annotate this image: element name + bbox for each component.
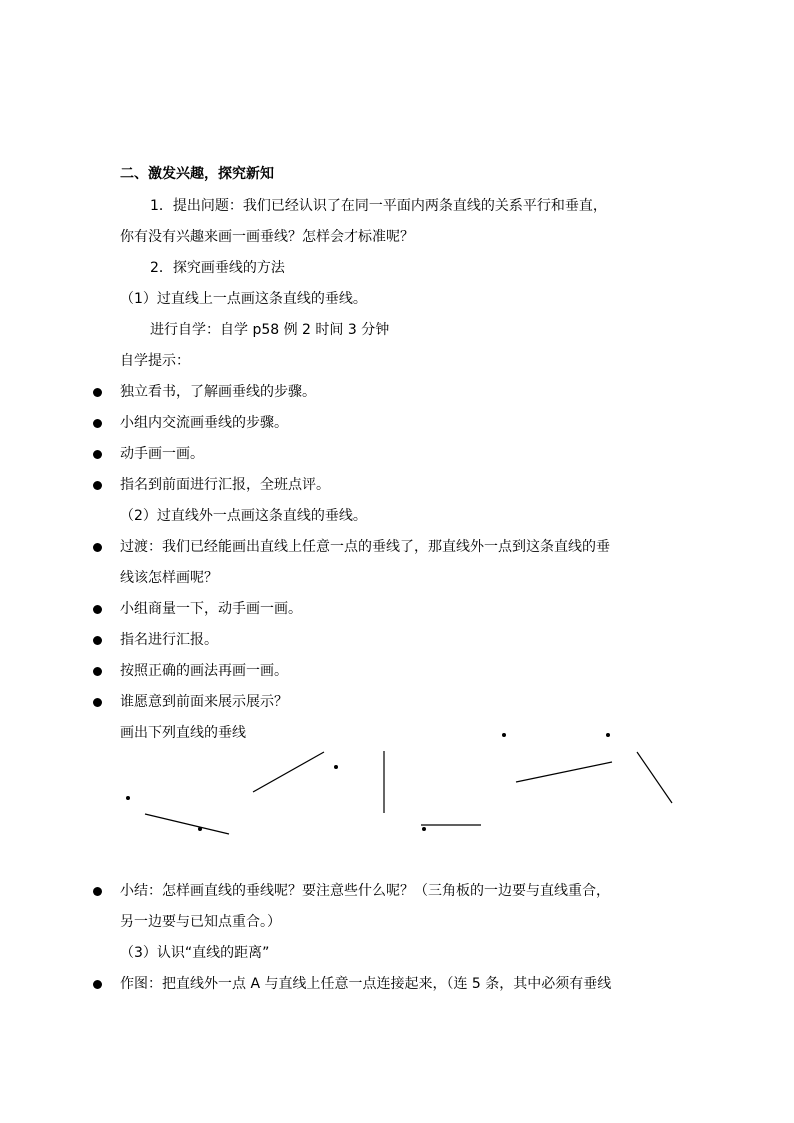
part2-title: （2）过直线外一点画这条直线的垂线。 [120,508,367,524]
transition-line1: 过渡：我们已经能画出直线上任意一点的垂线了，那直线外一点到这条直线的垂 [120,539,610,555]
part1-bullet-item: 独立看书，了解画垂线的步骤。 [120,384,316,400]
selfstudy-text: 进行自学：自学 p58 例 2 时间 3 分钟 [150,322,390,338]
part1-bullet-item: 小组内交流画垂线的步骤。 [120,415,288,431]
bullet-icon [93,887,102,896]
bullet-icon [93,543,102,552]
bullet-icon [93,388,102,397]
part1-bullet-item: 动手画一画。 [120,446,204,462]
part3-task: 作图：把直线外一点 A 与直线上任意一点连接起来，（连 5 条，其中必须有垂线 [120,976,612,992]
part3-title: （3）认识“直线的距离” [120,945,270,961]
exercise-line-1 [145,814,229,834]
exercise-point-2 [198,827,202,831]
part2-bullet-item: 谁愿意到前面来展示展示？ [120,694,288,710]
bullet-icon [93,450,102,459]
part1-title: （1）过直线上一点画这条直线的垂线。 [120,291,367,307]
exercise-point-4 [422,827,426,831]
exercise-line-6 [637,752,672,803]
transition-line2: 线该怎样画呢？ [120,570,218,586]
part2-bullet-item: 按照正确的画法再画一画。 [120,663,288,679]
exercise-label: 画出下列直线的垂线 [120,725,246,741]
exercise-line-2 [253,752,324,792]
exercise-point-5 [502,733,506,737]
summary-line2: 另一边要与已知点重合。） [120,914,281,930]
exercise-point-3 [334,765,338,769]
bullet-icon [93,980,102,989]
bullet-icon [93,667,102,676]
bullet-icon [93,419,102,428]
bullet-icon [93,605,102,614]
section-heading: 二、激发兴趣，探究新知 [120,166,274,182]
exercise-line-5 [516,762,612,782]
item1-text-line2: 你有没有兴趣来画一画垂线？怎样会才标准呢？ [120,229,414,245]
exercise-point-6 [606,733,610,737]
item2-text: 2．探究画垂线的方法 [150,260,285,276]
part1-bullet-item: 指名到前面进行汇报，全班点评。 [120,477,330,493]
part2-bullet-item: 指名进行汇报。 [120,632,218,648]
exercise-point-1 [126,796,130,800]
part2-bullet-item: 小组商量一下，动手画一画。 [120,601,302,617]
hint-label: 自学提示： [120,353,190,369]
bullet-icon [93,698,102,707]
summary-line1: 小结：怎样画直线的垂线呢？要注意些什么呢？（三角板的一边要与直线重合， [120,883,610,899]
bullet-icon [93,481,102,490]
bullet-icon [93,636,102,645]
item1-text-line1: 1．提出问题：我们已经认识了在同一平面内两条直线的关系平行和垂直， [150,198,607,214]
